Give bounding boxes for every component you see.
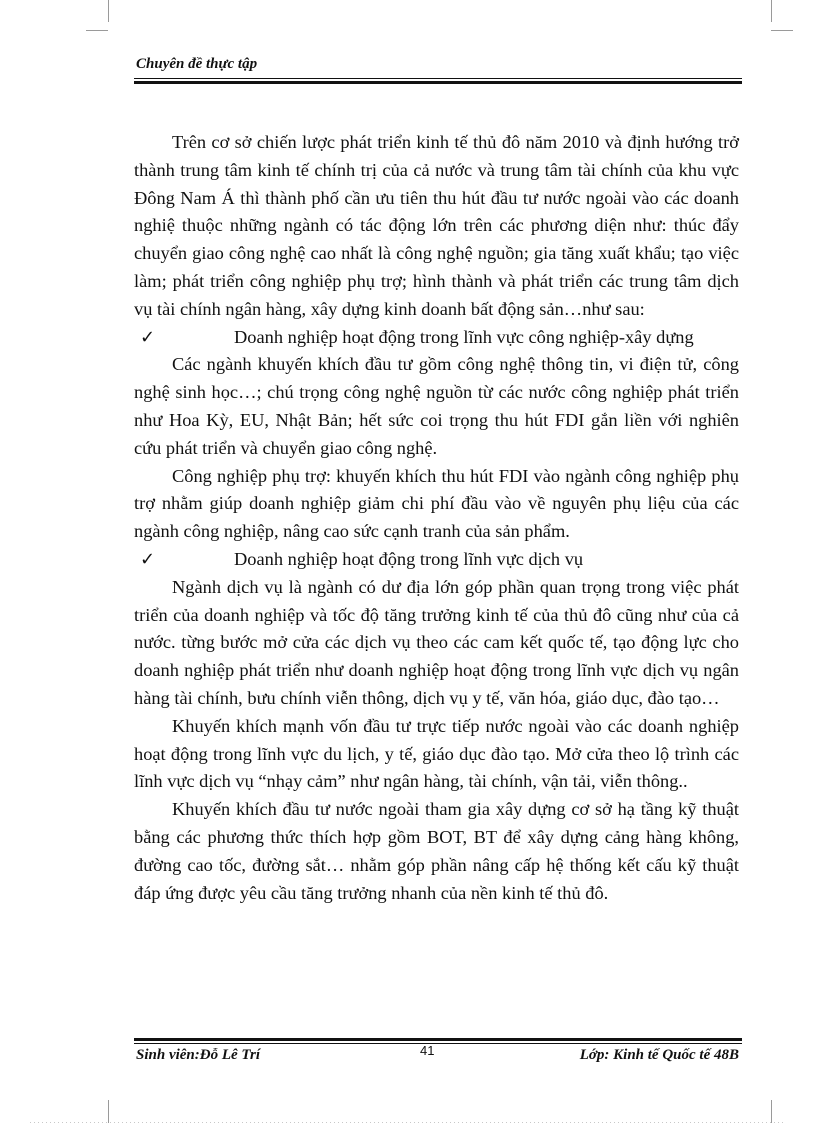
footer-rule-thin	[134, 1043, 742, 1044]
paragraph: Các ngành khuyến khích đầu tư gồm công nghệ thông tin, vi điện tử, công nghệ sinh học…; chú trọng công nghệ nguồn từ các nước công nghiệp phát triển như Hoa Kỳ, EU, Nhật Bản; hết sức coi trọng thu hút FDI gắn liền với nghiên cứu phát triển và chuyển giao công nghệ.	[134, 354, 739, 458]
bullet-item	[134, 546, 739, 574]
crop-mark-bottom-left	[108, 1100, 109, 1123]
footer-student: Sinh viên:Đỗ Lê Trí	[136, 1047, 261, 1063]
header-title: Chuyên đề thực tập	[136, 56, 258, 72]
footer-class: Lớp: Kinh tế Quốc tế 48B	[579, 1047, 739, 1063]
paragraph: Trên cơ sở chiến lược phát triển kinh tế thủ đô năm 2010 và định hướng trở thành trung tâm kinh tế chính trị của cả nước và trung tâm tài chính của khu vực Đông Nam Á thì thành phố cần ưu tiên thu hút đầu tư nước ngoài vào các doanh nghiệ thuộc những ngành có tác động lớn trên các phương diện như: thúc đẩy chuyển giao công nghệ cao nhất là công nghệ nguồn; gia tăng xuất khẩu; tạo việc làm; phát triển công nghiệp phụ trợ; hình thành và phát triển các trung tâm dịch vụ tài chính ngân hàng, xây dựng kinh doanh bất động sản…như sau:	[134, 132, 739, 319]
crop-mark-top-right-h	[771, 30, 793, 31]
bullet-text: Doanh nghiệp hoạt động trong lĩnh vực công nghiệp-xây dựng	[234, 326, 694, 347]
page-number: 41	[420, 1043, 435, 1058]
checkmark-icon: ✓	[140, 326, 156, 348]
crop-mark-top-left-h	[86, 30, 108, 31]
header-rule-thick	[134, 81, 742, 84]
paragraph: Công nghiệp phụ trợ: khuyến khích thu hút FDI vào ngành công nghiệp phụ trợ nhằm giúp doanh nghiệp giảm chi phí đầu vào về nguyên phụ liệu của các ngành công nghiệp, nâng cao sức cạnh tranh của sản phẩm.	[134, 465, 739, 542]
bullet-text: Doanh nghiệp hoạt động trong lĩnh vực dịch vụ	[234, 548, 584, 569]
crop-mark-top-right	[771, 0, 772, 22]
checkmark-icon: ✓	[140, 548, 156, 570]
crop-mark-top-left	[108, 0, 109, 22]
paragraph: Khuyến khích mạnh vốn đầu tư trực tiếp nước ngoài vào các doanh nghiệp hoạt động trong lĩnh vực du lịch, y tế, giáo dục đào tạo. Mở cửa theo lộ trình các lĩnh vực dịch vụ “nhạy cảm” như ngân hàng, tài chính, vận tải, viễn thông..	[134, 715, 739, 792]
paragraph: Khuyến khích đầu tư nước ngoài tham gia xây dựng cơ sở hạ tầng kỹ thuật bằng các phương thức thích hợp gồm BOT, BT để xây dựng cảng hàng không, đường cao tốc, đường sắt… nhằm góp phần nâng cấp hệ thống kết cấu kỹ thuật đáp ứng được yêu cầu tăng trưởng nhanh của nền kinh tế thủ đô.	[134, 799, 739, 903]
footer-rule-thick	[134, 1038, 742, 1041]
header-rule-thin	[134, 78, 742, 79]
body-text	[134, 129, 739, 907]
bullet-item	[134, 324, 739, 352]
paragraph: Ngành dịch vụ là ngành có dư địa lớn góp phần quan trọng trong việc phát triển của doanh nghiệp và tốc độ tăng trưởng kinh tế của thủ đô cũng như của cả nước. từng bước mở cửa các dịch vụ theo các cam kết quốc tế, tạo động lực cho doanh nghiệp phát triển như doanh nghiệp hoạt động trong lĩnh vực dịch vụ ngân hàng tài chính, bưu chính viễn thông, dịch vụ y tế, văn hóa, giáo dục, đào tạo…	[134, 576, 739, 708]
crop-mark-bottom-right	[771, 1100, 772, 1123]
